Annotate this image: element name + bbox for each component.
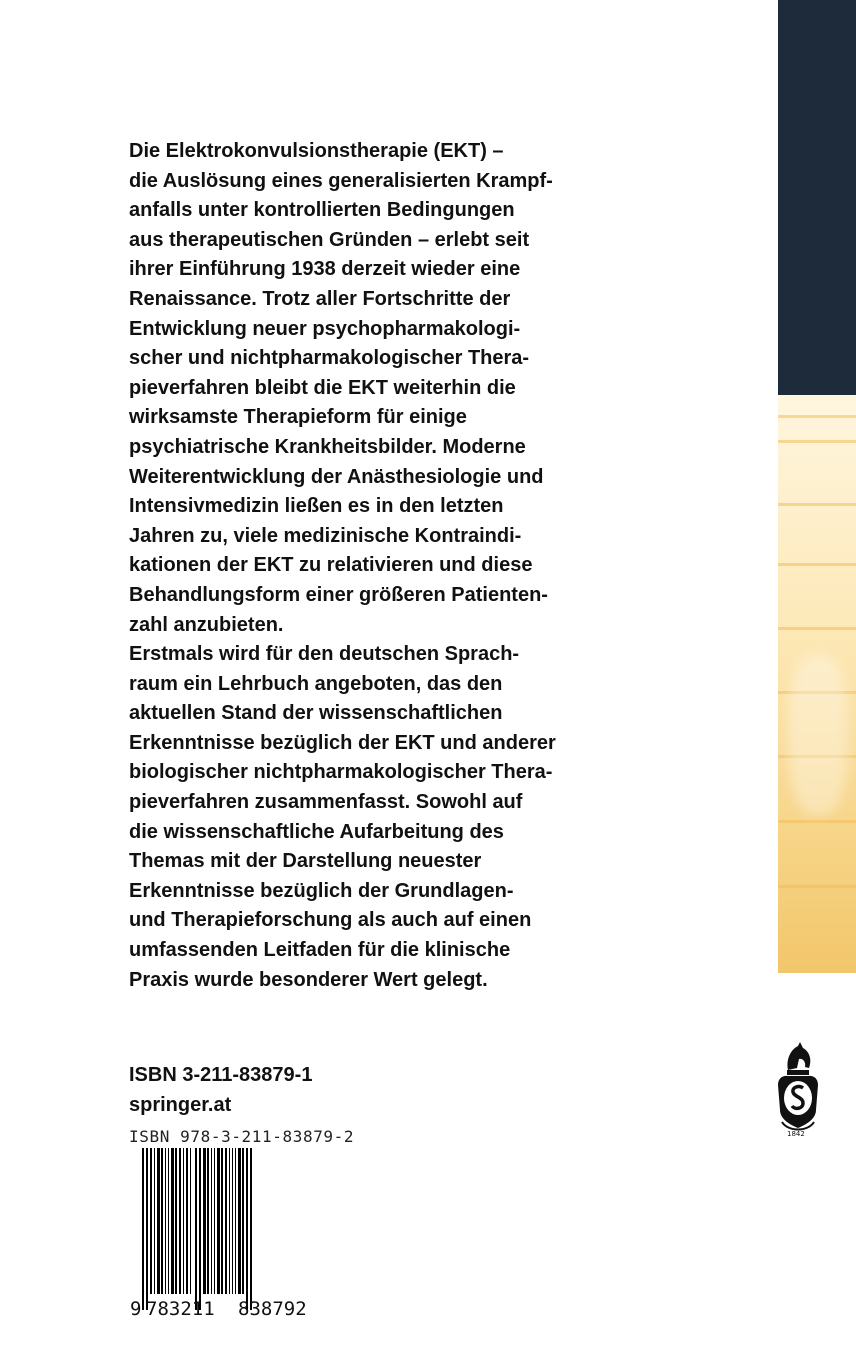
barcode-bar [190,1148,191,1294]
blurb-line: Jahren zu, viele medizinische Kontraindi- [129,524,522,547]
barcode-bar [221,1148,223,1294]
blurb-line: Die Elektrokonvulsionstherapie (EKT) – [129,140,504,162]
blurb-line: Behandlungsform einer größeren Patienten- [129,583,548,606]
blurb-line: scher und nichtpharmakologischer Thera- [129,347,530,370]
blurb-line: Renaissance. Trotz aller Fortschritte der [129,287,511,310]
spine-dark-band [778,0,856,395]
blurb-line: psychiatrische Krankheitsbilder. Moderne [129,435,526,458]
blurb-line: die Auslösung eines generalisierten Krampf- [129,169,553,192]
barcode-bar [235,1148,236,1294]
barcode-bar [211,1148,212,1294]
blurb-line: Themas mit der Darstellung neuester [129,850,482,873]
blurb-line: raum ein Lehrbuch angeboten, das den [129,672,503,695]
barcode-caption: ISBN 978-3-211-83879-2 [129,1127,355,1146]
blurb-line: Erkenntnisse bezüglich der EKT und anderer [129,731,556,754]
barcode-bar [165,1148,166,1294]
barcode-bar [157,1148,160,1294]
barcode-bar [232,1148,233,1294]
barcode-digit-prefix: 9 [130,1298,142,1320]
blurb-line: wirksamste Therapieform für einige [129,406,467,429]
isbn-number: ISBN 3-211-83879-1 [129,1064,313,1086]
barcode-bar [168,1148,169,1294]
isbn-block [129,1060,312,1120]
blurb-line: kationen der EKT zu relativieren und diese [129,554,533,577]
barcode-bar [161,1148,163,1294]
barcode-bar [195,1148,197,1310]
barcode-bar [183,1148,184,1294]
barcode [126,1148,344,1324]
barcode-bar [146,1148,148,1310]
barcode-bar [154,1148,155,1294]
barcode-bar [207,1148,209,1294]
blurb-line: pieverfahren bleibt die EKT weiterhin die [129,376,516,399]
barcode-bar [150,1148,152,1294]
barcode-digits-left: 783211 [146,1298,215,1320]
blurb-line: Entwicklung neuer psychopharmakologi- [129,317,521,340]
barcode-bar [238,1148,241,1294]
barcode-bar [186,1148,188,1294]
blurb-line: ihrer Einführung 1938 derzeit wieder eine [129,258,521,281]
svg-text:1842: 1842 [787,1130,805,1138]
barcode-bar [229,1148,230,1294]
barcode-bar [225,1148,227,1294]
barcode-bar [242,1148,244,1294]
blurb-line: anfalls unter kontrollierten Bedingungen [129,199,515,222]
blurb-line: Praxis wurde besonderer Wert gelegt. [129,968,488,991]
barcode-digits-right: 838792 [238,1298,307,1320]
spine-light-band [778,395,856,973]
springer-knight-icon [772,1040,824,1138]
blurb-line: und Therapieforschung als auch auf einen [129,909,532,932]
barcode-bar [179,1148,181,1294]
blurb-line: aus therapeutischen Gründen – erlebt seit [129,228,530,251]
blurb-line: Weiterentwicklung der Anästhesiologie und [129,465,544,488]
blurb-line: Intensivmedizin ließen es in den letzten [129,495,504,518]
blurb-line: die wissenschaftliche Aufarbeitung des [129,820,504,843]
barcode-bar [175,1148,177,1294]
barcode-bar [250,1148,252,1310]
barcode-bar [203,1148,206,1294]
blurb-line: Erkenntnisse bezüglich der Grundlagen- [129,879,514,902]
barcode-bar [214,1148,215,1294]
blurb-line: biologischer nichtpharmakologischer Thera- [129,761,553,784]
publisher-website: springer.at [129,1094,232,1116]
barcode-bar [142,1148,144,1310]
blurb-line: pieverfahren zusammenfasst. Sowohl auf [129,791,523,814]
barcode-bar [171,1148,174,1294]
blurb-line: zahl anzubieten. [129,613,284,636]
barcode-bar [199,1148,201,1310]
blurb-line: aktuellen Stand der wissenschaftlichen [129,702,503,725]
barcode-bar [246,1148,248,1310]
blurb-line: umfassenden Leitfaden für die klinische [129,939,511,962]
blurb-line: Erstmals wird für den deutschen Sprach- [129,643,520,666]
blurb-text [129,137,589,995]
barcode-bar [217,1148,220,1294]
